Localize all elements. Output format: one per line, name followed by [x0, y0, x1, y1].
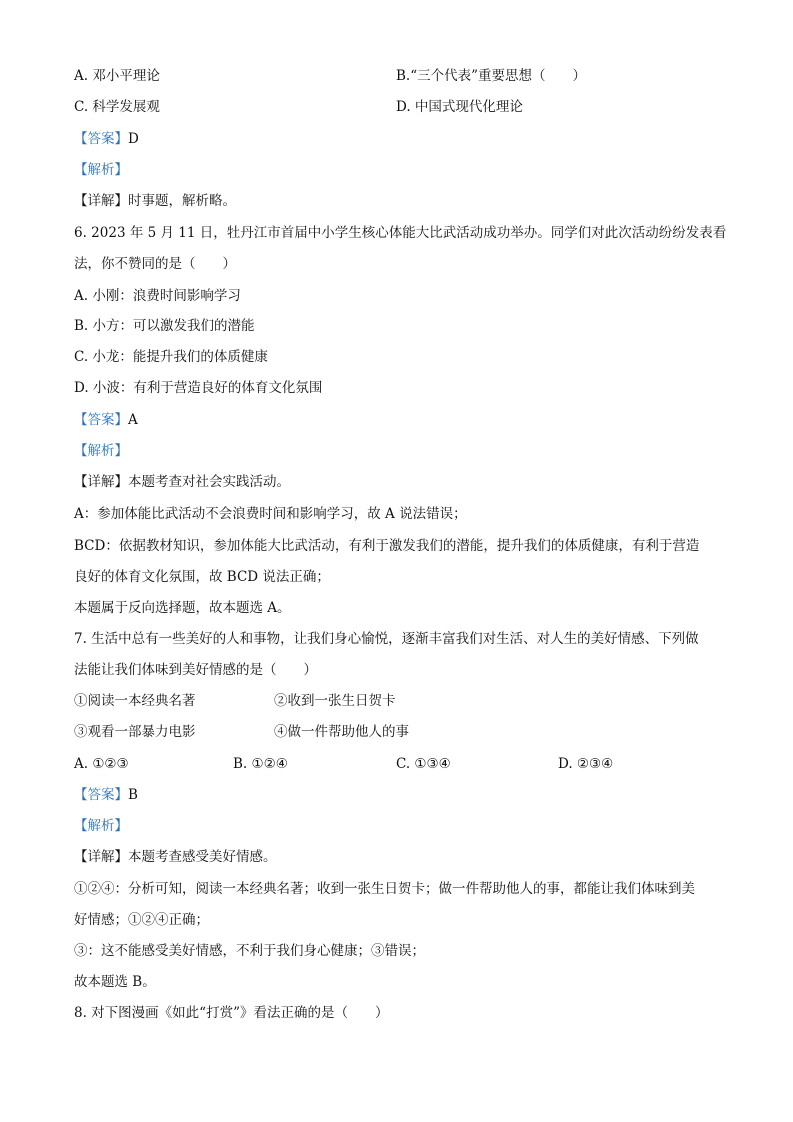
- q7-item-3: ③观看一部暴力电影: [74, 724, 196, 740]
- q7-option-b: B. ①②④: [233, 756, 288, 772]
- q6-stem-line-2: 法，你不赞同的是（ ）: [74, 256, 236, 272]
- q6-answer: [74, 410, 138, 430]
- q7-answer: [74, 785, 138, 805]
- answer-value: B: [128, 787, 138, 803]
- q7-explanation-1: ①②④：分析可知，阅读一本经典名著；收到一张生日贺卡；做一件帮助他人的事，都能让我们体味到美: [74, 881, 695, 897]
- q7-item-1: ①阅读一本经典名著: [74, 693, 196, 709]
- q5-answer: [74, 129, 139, 149]
- q6-option-c: C. 小龙：能提升我们的体质健康: [74, 349, 268, 365]
- q8-stem: 8. 对下图漫画《如此“打赏”》看法正确的是（ ）: [74, 1005, 389, 1021]
- q7-stem-line-1: 7. 生活中总有一些美好的人和事物，让我们身心愉悦，逐渐丰富我们对生活、对人生的美好情感、下列做: [74, 631, 699, 647]
- q7-option-d: D. ②③④: [558, 756, 614, 772]
- q6-detail: 【详解】本题考查对社会实践活动。: [74, 474, 290, 490]
- answer-value: A: [128, 412, 138, 428]
- q6-explanation-3: 良好的体育文化氛围，故 BCD 说法正确；: [74, 569, 330, 585]
- q6-option-b: B. 小方：可以激发我们的潜能: [74, 318, 255, 334]
- q5-option-b: B.“三个代表”重要思想（ ）: [396, 68, 587, 84]
- answer-tag: 【答案】: [74, 787, 128, 803]
- q7-item-2: ②收到一张生日贺卡: [274, 693, 396, 709]
- q5-option-c: C. 科学发展观: [74, 99, 160, 115]
- q6-explanation-1: A：参加体能比武活动不会浪费时间和影响学习，故 A 说法错误；: [74, 506, 467, 522]
- q6-explanation-4: 本题属于反向选择题，故本题选 A。: [74, 600, 291, 616]
- q7-item-4: ④做一件帮助他人的事: [274, 724, 409, 740]
- q7-detail: 【详解】本题考查感受美好情感。: [74, 849, 277, 865]
- q5-analysis-tag: 【解析】: [74, 162, 128, 178]
- q7-option-a: A. ①②③: [74, 756, 129, 772]
- answer-tag: 【答案】: [74, 412, 128, 428]
- q5-option-a: A. 邓小平理论: [74, 68, 160, 84]
- q7-analysis-tag: 【解析】: [74, 818, 128, 834]
- q5-option-d: D. 中国式现代化理论: [396, 99, 523, 115]
- answer-tag: 【答案】: [74, 131, 128, 147]
- answer-value: D: [128, 131, 139, 147]
- q6-explanation-2: BCD：依据教材知识，参加体能大比武活动，有利于激发我们的潜能，提升我们的体质健康，有利于营造: [74, 538, 700, 554]
- q7-option-c: C. ①③④: [396, 756, 451, 772]
- q7-explanation-3: ③：这不能感受美好情感，不利于我们身心健康；③错误；: [74, 943, 425, 959]
- q6-analysis-tag: 【解析】: [74, 443, 128, 459]
- q7-stem-line-2: 法能让我们体味到美好情感的是（ ）: [74, 662, 317, 678]
- q7-explanation-4: 故本题选 B。: [74, 974, 156, 990]
- q6-option-a: A. 小刚：浪费时间影响学习: [74, 288, 241, 304]
- q6-option-d: D. 小波：有利于营造良好的体育文化氛围: [74, 380, 323, 396]
- q5-detail: 【详解】时事题，解析略。: [74, 193, 236, 209]
- q6-stem-line-1: 6. 2023 年 5 月 11 日，牡丹江市首届中小学生核心体能大比武活动成功举办。同学们对此次活动纷纷发表看: [74, 225, 727, 241]
- q7-explanation-2: 好情感；①②④正确；: [74, 912, 209, 928]
